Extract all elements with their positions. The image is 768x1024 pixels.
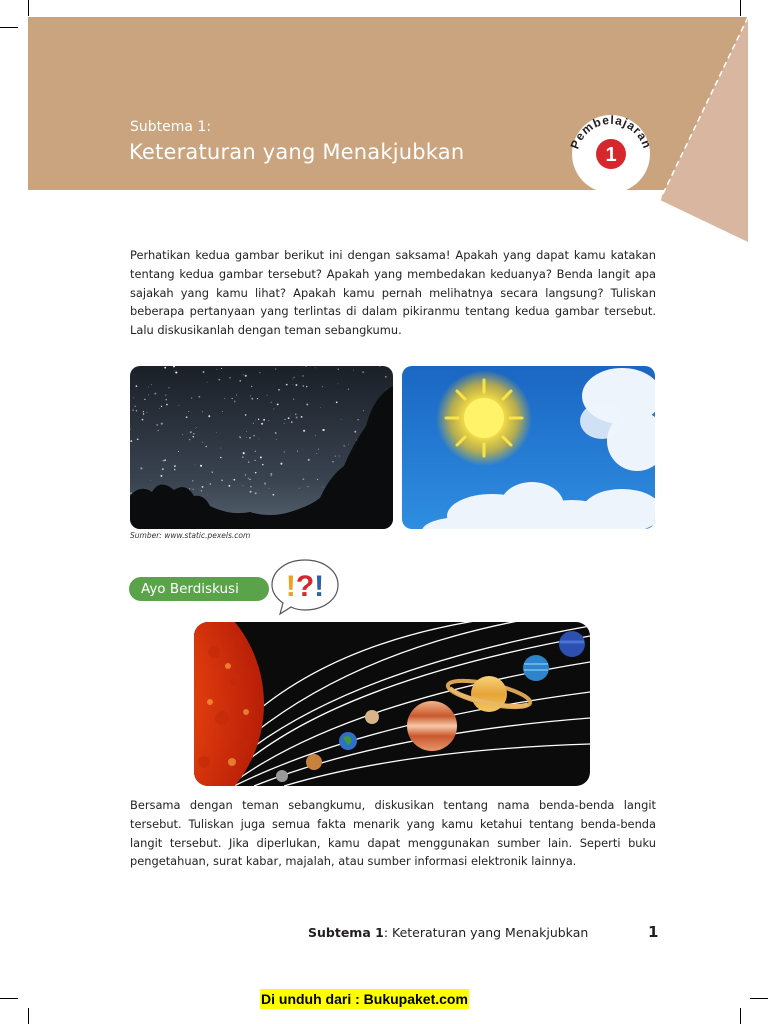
- star: [250, 486, 252, 488]
- intro-paragraph: Perhatikan kedua gambar berikut ini dengan saksama! Apakah yang dapat kamu katakan tentang kedua gambar tersebut? Apakah yang membedakan keduanya? Benda langit apa sajakah yang kamu lihat? Apakah kamu pernah melihatnya secara langsung? Tuliskan beberapa pertanyaan yang terlintas di dalam pikiranmu tentang kedua gambar tersebut. Lalu diskusikanlah dengan teman sebangkumu.: [130, 248, 656, 338]
- star: [195, 428, 196, 429]
- footer-subtheme-bold: Subtema 1: [308, 925, 384, 940]
- star: [163, 460, 165, 462]
- star: [271, 475, 272, 476]
- star: [290, 416, 291, 417]
- star: [284, 451, 285, 452]
- star: [195, 464, 196, 465]
- star: [189, 439, 191, 441]
- star: [255, 451, 256, 452]
- star: [229, 485, 231, 487]
- star: [200, 465, 202, 467]
- star: [363, 410, 364, 411]
- star: [295, 414, 296, 415]
- star: [245, 414, 246, 415]
- star: [261, 423, 263, 425]
- star: [302, 375, 303, 376]
- star: [151, 384, 152, 385]
- star: [224, 398, 225, 399]
- subtheme-title: Keteraturan yang Menakjubkan: [129, 140, 465, 164]
- star: [130, 492, 132, 494]
- star: [148, 394, 149, 395]
- star: [165, 399, 167, 401]
- star: [193, 433, 195, 435]
- star: [164, 459, 166, 461]
- star: [200, 490, 201, 491]
- star: [158, 430, 159, 431]
- star: [219, 379, 221, 381]
- lesson-badge: [567, 110, 655, 192]
- crop-mark: [750, 998, 768, 999]
- star: [302, 385, 304, 387]
- star: [250, 491, 252, 493]
- star: [222, 411, 223, 412]
- star: [302, 367, 303, 368]
- star: [205, 446, 206, 447]
- star: [159, 408, 160, 409]
- star: [362, 371, 364, 373]
- star: [239, 436, 240, 437]
- star: [353, 370, 354, 371]
- star: [308, 486, 309, 487]
- star: [229, 377, 230, 378]
- star: [262, 464, 264, 466]
- star: [243, 485, 244, 486]
- star: [257, 398, 258, 399]
- star: [284, 423, 285, 424]
- star: [233, 479, 235, 481]
- star: [354, 431, 356, 433]
- star: [216, 432, 217, 433]
- star: [317, 479, 318, 480]
- star: [199, 396, 201, 398]
- star: [273, 494, 275, 496]
- star: [291, 421, 292, 422]
- star: [193, 489, 194, 490]
- page-number: 1: [648, 923, 659, 941]
- star: [132, 409, 134, 411]
- star: [288, 417, 290, 419]
- star: [308, 459, 310, 461]
- star: [178, 451, 179, 452]
- star: [332, 461, 334, 463]
- star: [146, 412, 147, 413]
- star: [387, 366, 388, 367]
- star: [208, 415, 210, 417]
- star: [293, 384, 294, 385]
- star: [251, 386, 252, 387]
- star: [295, 384, 297, 386]
- star: [297, 451, 298, 452]
- star: [248, 478, 249, 479]
- star: [296, 417, 298, 419]
- star: [259, 372, 260, 373]
- star: [210, 483, 212, 485]
- star: [341, 419, 342, 420]
- star: [164, 367, 166, 369]
- star: [203, 371, 205, 373]
- star: [306, 404, 308, 406]
- star: [335, 456, 336, 457]
- star: [293, 377, 294, 378]
- star: [303, 430, 305, 432]
- star: [243, 452, 245, 454]
- star: [271, 402, 272, 403]
- star: [339, 456, 340, 457]
- star: [249, 479, 251, 481]
- star: [251, 398, 253, 400]
- star: [165, 394, 166, 395]
- star: [264, 483, 266, 485]
- star: [385, 376, 387, 378]
- star: [275, 369, 276, 370]
- star: [249, 437, 251, 439]
- star: [133, 398, 134, 399]
- solar-system-image: [194, 622, 590, 786]
- star: [343, 445, 344, 446]
- star: [174, 371, 175, 372]
- star: [236, 394, 237, 395]
- star: [162, 468, 164, 470]
- star: [192, 436, 194, 438]
- star: [269, 420, 270, 421]
- star: [386, 389, 387, 390]
- star: [142, 419, 144, 421]
- star: [280, 463, 282, 465]
- star: [338, 369, 339, 370]
- star: [267, 395, 268, 396]
- star: [130, 440, 132, 442]
- star: [299, 488, 300, 489]
- star: [270, 473, 272, 475]
- star: [253, 423, 254, 424]
- star: [269, 488, 270, 489]
- star: [348, 389, 349, 390]
- star: [301, 416, 303, 418]
- footer-subtheme-rest: : Keteraturan yang Menakjubkan: [383, 925, 589, 940]
- star: [212, 472, 213, 473]
- star: [243, 374, 244, 375]
- star: [277, 403, 279, 405]
- star: [245, 474, 246, 475]
- star: [322, 386, 323, 387]
- star: [143, 411, 144, 412]
- star: [220, 448, 221, 449]
- star: [242, 456, 244, 458]
- star: [221, 368, 222, 369]
- star: [323, 429, 325, 431]
- star: [337, 383, 338, 384]
- sun-sky-image: [402, 366, 655, 529]
- star: [202, 486, 204, 488]
- star: [221, 480, 223, 482]
- star: [202, 411, 203, 412]
- star: [320, 407, 321, 408]
- star: [323, 487, 324, 488]
- star: [276, 439, 277, 440]
- download-notice: Di unduh dari : Bukupaket.com: [261, 991, 468, 1007]
- star: [318, 449, 319, 450]
- star: [232, 398, 233, 399]
- star: [154, 393, 156, 395]
- star: [192, 480, 193, 481]
- star: [137, 438, 139, 440]
- star: [156, 424, 158, 426]
- star: [186, 416, 188, 418]
- star: [284, 419, 285, 420]
- crop-mark: [0, 998, 18, 999]
- star: [217, 369, 218, 370]
- star: [161, 423, 163, 425]
- star: [293, 398, 294, 399]
- star: [234, 400, 236, 402]
- star: [239, 437, 241, 439]
- star: [148, 387, 149, 388]
- star: [260, 456, 262, 458]
- star: [161, 406, 162, 407]
- star: [315, 435, 316, 436]
- star: [143, 413, 144, 414]
- badge-number: 1: [605, 144, 617, 166]
- star: [278, 389, 280, 391]
- star: [239, 380, 241, 382]
- star: [273, 409, 274, 410]
- star: [306, 386, 308, 388]
- night-sky-image: [130, 366, 393, 529]
- subtheme-label: Subtema 1:: [130, 119, 212, 135]
- star: [190, 431, 192, 433]
- star: [245, 375, 247, 377]
- discussion-paragraph: Bersama dengan teman sebangkumu, diskusikan tentang nama benda-benda langit tersebut. Tuliskan juga semua fakta menarik yang kamu ketahui tentang benda-benda langit tersebut. Jika diperlukan, kamu dapat menggunakan sumber lain. Seperti buku pengetahuan, surat kabar, majalah, atau sumber informasi elektronik lainnya.: [130, 798, 656, 869]
- badge-label: Pembelajaran: [567, 112, 655, 151]
- star: [207, 495, 208, 496]
- footer-subtheme: [308, 925, 588, 940]
- star: [336, 401, 338, 403]
- star: [160, 475, 162, 477]
- star: [188, 411, 189, 412]
- star: [275, 432, 277, 434]
- star: [255, 472, 257, 474]
- discussion-label: Ayo Berdiskusi: [129, 577, 269, 601]
- star: [302, 479, 303, 480]
- star: [317, 453, 318, 454]
- star: [286, 384, 288, 386]
- star: [293, 379, 294, 380]
- star: [168, 387, 169, 388]
- star: [234, 403, 235, 404]
- speech-bubble-icon: [268, 556, 342, 616]
- star: [259, 439, 260, 440]
- star: [255, 492, 257, 494]
- star: [136, 385, 138, 387]
- star: [258, 419, 259, 420]
- star: [191, 397, 192, 398]
- star: [174, 469, 176, 471]
- star: [220, 457, 222, 459]
- star: [303, 479, 304, 480]
- star: [348, 444, 349, 445]
- star: [255, 460, 256, 461]
- star: [315, 368, 316, 369]
- bubble-punctuation: !?!: [285, 570, 325, 603]
- image-source-caption: Sumber: www.static.pexels.com: [130, 531, 251, 540]
- star: [255, 420, 256, 421]
- star: [207, 382, 208, 383]
- star: [144, 399, 145, 400]
- star: [189, 488, 190, 489]
- star: [263, 419, 265, 421]
- star: [175, 371, 177, 373]
- star: [140, 467, 142, 469]
- star: [357, 419, 358, 420]
- crop-mark: [740, 1008, 741, 1024]
- crop-mark: [28, 1008, 29, 1024]
- star: [166, 404, 168, 406]
- star: [246, 437, 247, 438]
- star: [174, 465, 176, 467]
- star: [202, 442, 203, 443]
- star: [250, 395, 251, 396]
- star: [134, 406, 136, 408]
- star: [179, 405, 180, 406]
- star: [248, 462, 249, 463]
- star: [182, 434, 183, 435]
- star: [201, 490, 202, 491]
- star: [136, 410, 138, 412]
- star: [150, 480, 151, 481]
- star: [253, 435, 255, 437]
- star: [246, 431, 247, 432]
- star: [196, 427, 197, 428]
